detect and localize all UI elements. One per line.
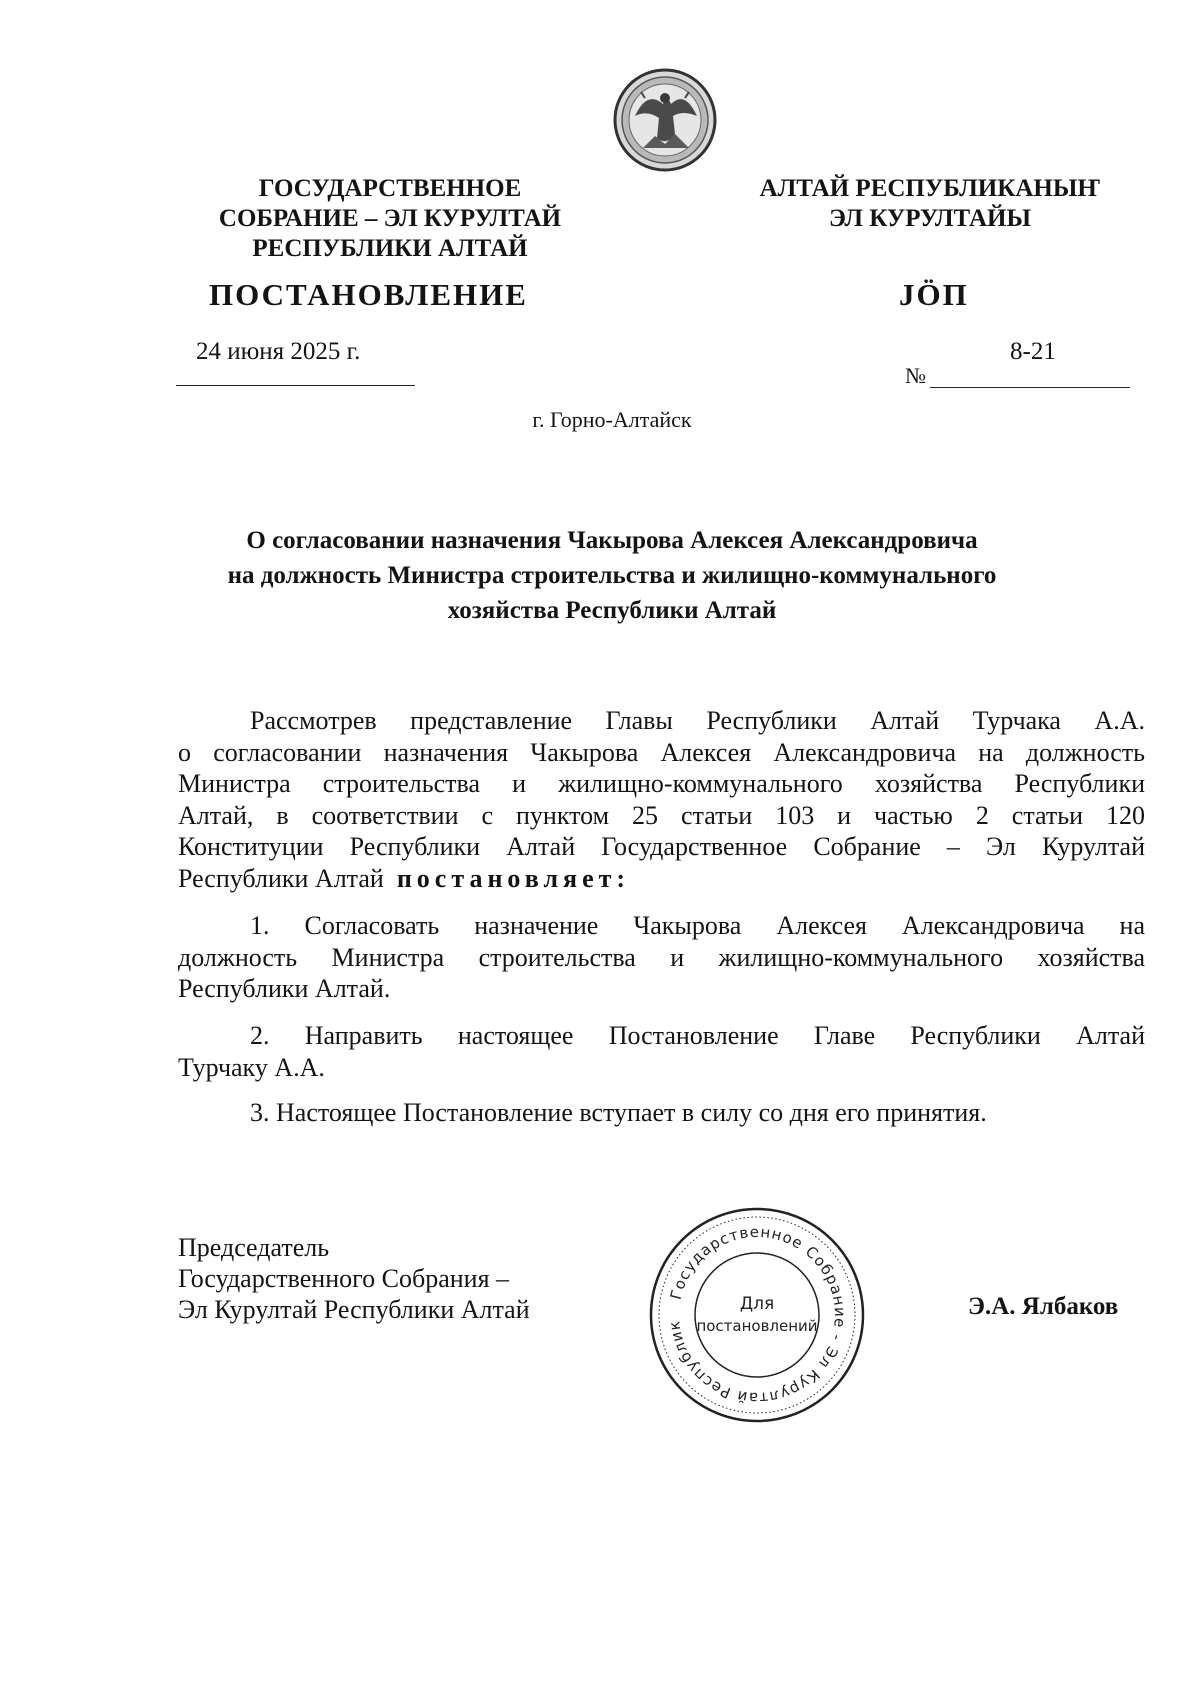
issuer-line: РЕСПУБЛИКИ АЛТАЙ [252, 235, 528, 262]
item-line: 3. Настоящее Постановление вступает в силу со дня его принятия. [250, 1098, 987, 1127]
issuer-line: ЭЛ КУРУЛТАЙЫ [828, 205, 1032, 232]
preamble-line: Конституции Республики Алтай Государственное Собрание – Эл Курултай [178, 832, 1145, 861]
preamble-paragraph [178, 705, 1145, 894]
signatory-name: Э.А. Ялбаков [968, 1293, 1119, 1320]
issuer-name-russian [190, 174, 590, 264]
coat-of-arms-emblem-icon [613, 68, 717, 172]
preamble-line: Республики Алтай [178, 863, 384, 893]
preamble-line: о согласовании назначения Чакырова Алексея Александровича на должность [178, 737, 1145, 767]
stamp-graphic [647, 1205, 867, 1425]
document-number: 8-21 [1010, 338, 1056, 365]
document-city: г. Горно-Алтайск [532, 407, 692, 432]
document-type-russian: ПОСТАНОВЛЕНИЕ [209, 277, 528, 312]
item-line: Республики Алтай. [178, 974, 391, 1003]
item-line: 2. Направить настоящее Постановление Главе Республики Алтай [250, 1021, 1145, 1050]
document-date: 24 июня 2025 г. [196, 338, 361, 365]
title-line: хозяйства Республики Алтай [447, 597, 777, 624]
position-line: Эл Курултай Республики Алтай [178, 1295, 530, 1324]
number-label: № [905, 363, 926, 388]
stamp-center-line: Для [739, 1294, 775, 1314]
preamble-line: Министра строительства и жилищно-коммунального хозяйства Республики [178, 769, 1145, 798]
issuer-line: АЛТАЙ РЕСПУБЛИКАНЫҤ [759, 175, 1101, 202]
decree-word: постановляет: [396, 863, 631, 893]
issuer-line: СОБРАНИЕ – ЭЛ КУРУЛТАЙ [218, 205, 562, 232]
item-line: Турчаку А.А. [178, 1052, 325, 1082]
stamp-ring-text: Государственное Собрание - Эл Курултай Республик [665, 1222, 850, 1408]
issuer-line: ГОСУДАРСТВЕННОЕ [258, 175, 522, 202]
resolution-item-3 [178, 1097, 1145, 1129]
item-line: 1. Согласовать назначение Чакырова Алексея Александровича на [250, 911, 1145, 940]
preamble-line: Рассмотрев представление Главы Республики Алтай Турчака А.А. [250, 706, 1145, 735]
date-underline [176, 385, 415, 386]
document-title [0, 523, 1200, 628]
resolution-item-1 [178, 910, 1145, 1005]
preamble-last-line [178, 863, 1145, 895]
document-type-altai: JÖП [899, 277, 969, 312]
position-line: Председатель [178, 1233, 330, 1262]
title-line: О согласовании назначения Чакырова Алексея Александровича [246, 527, 978, 554]
title-line: на должность Министра строительства и жилищно-коммунального [227, 562, 997, 589]
item-line: должность Министра строительства и жилищно-коммунального хозяйства [178, 942, 1145, 972]
issuer-name-altai [730, 174, 1130, 234]
official-stamp [647, 1205, 867, 1425]
signatory-position [178, 1232, 530, 1325]
number-underline [930, 387, 1130, 388]
resolution-item-2 [178, 1020, 1145, 1083]
position-line: Государственного Собрания – [178, 1264, 510, 1293]
stamp-center-line: постановлений [696, 1317, 818, 1335]
preamble-line: Алтай, в соответствии с пунктом 25 статьи 103 и частью 2 статьи 120 [178, 800, 1145, 830]
